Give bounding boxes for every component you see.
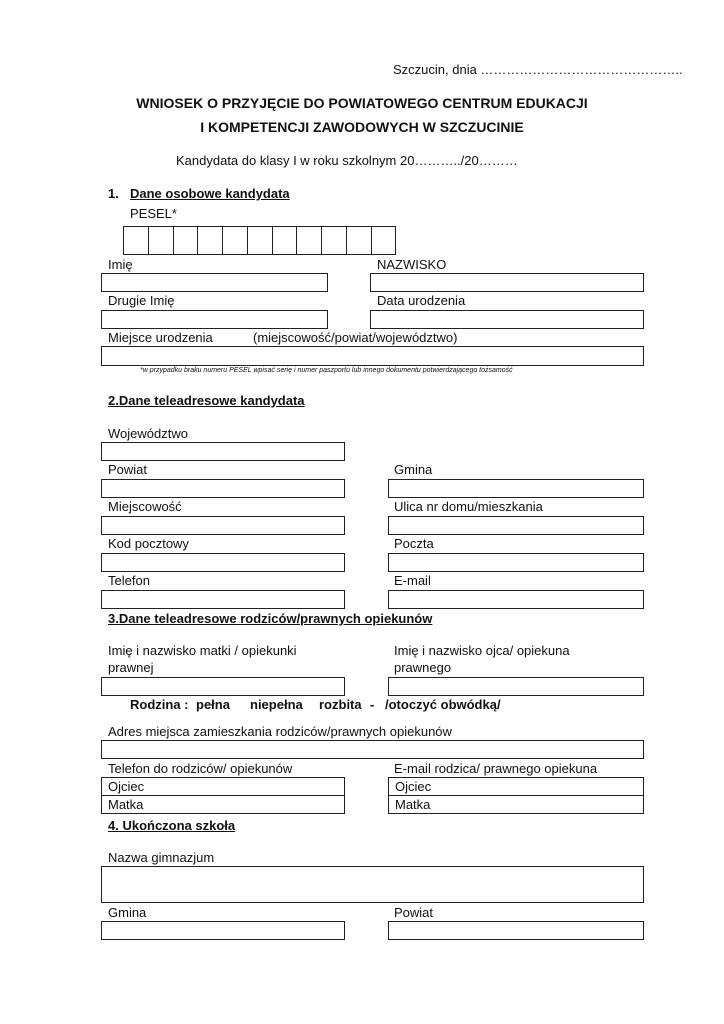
postal-code-label: Kod pocztowy [108, 536, 189, 551]
pesel-cell[interactable] [347, 227, 372, 255]
mother-email-field[interactable] [388, 795, 644, 814]
pesel-cell[interactable] [322, 227, 347, 255]
street-field[interactable] [388, 516, 644, 535]
family-option-broken[interactable]: rozbita [319, 697, 362, 712]
first-name-label: Imię [108, 257, 133, 272]
mother-email-label: Matka [395, 797, 431, 812]
birth-place-label: Miejsce urodzenia [108, 330, 213, 345]
surname-field[interactable] [370, 273, 644, 292]
pesel-cell[interactable] [173, 227, 198, 255]
phone-label: Telefon [108, 573, 150, 588]
birth-place-field[interactable] [101, 346, 644, 366]
father-name-label-line2: prawnego [394, 660, 452, 675]
voivodeship-label: Województwo [108, 426, 188, 441]
pesel-cell[interactable] [223, 227, 248, 255]
parent-email-label: E-mail rodzica/ prawnego opiekuna [394, 761, 598, 776]
pesel-cell[interactable] [272, 227, 297, 255]
school-county-field[interactable] [388, 921, 644, 940]
parents-address-field[interactable] [101, 740, 644, 759]
school-name-label: Nazwa gimnazjum [108, 850, 215, 865]
section4-title: 4. Ukończona szkoła [108, 818, 236, 833]
father-phone-field[interactable] [101, 777, 345, 796]
pesel-cell[interactable] [297, 227, 322, 255]
family-instruction: /otoczyć obwódką/ [385, 697, 501, 712]
first-name-field[interactable] [101, 273, 328, 292]
parents-phone-label: Telefon do rodziców/ opiekunów [108, 761, 293, 776]
mother-name-label-line1: Imię i nazwisko matki / opiekunki [108, 643, 297, 658]
mother-name-field[interactable] [101, 677, 345, 696]
post-office-label: Poczta [394, 536, 434, 551]
parents-address-label: Adres miejsca zamieszkania rodziców/prawnych opiekunów [108, 724, 452, 739]
section1-title: Dane osobowe kandydata [130, 186, 290, 201]
school-county-label: Powiat [394, 905, 434, 920]
commune-label: Gmina [394, 462, 433, 477]
section2-title: 2.Dane teleadresowe kandydata [108, 393, 305, 408]
county-field[interactable] [101, 479, 345, 498]
email-field[interactable] [388, 590, 644, 609]
father-phone-label: Ojciec [108, 779, 145, 794]
postal-code-field[interactable] [101, 553, 345, 572]
school-commune-field[interactable] [101, 921, 345, 940]
family-label: Rodzina : [130, 697, 189, 712]
surname-label: NAZWISKO [377, 257, 447, 272]
birth-date-field[interactable] [370, 310, 644, 329]
phone-field[interactable] [101, 590, 345, 609]
school-commune-label: Gmina [108, 905, 147, 920]
second-name-label: Drugie Imię [108, 293, 175, 308]
father-name-label-line1: Imię i nazwisko ojca/ opiekuna [394, 643, 570, 658]
form-title-line1: WNIOSEK O PRZYJĘCIE DO POWIATOWEGO CENTRUM EDUKACJI [136, 95, 588, 111]
mother-name-label-line2: prawnej [108, 660, 154, 675]
school-name-field[interactable] [101, 866, 644, 903]
pesel-cell[interactable] [124, 227, 149, 255]
mother-phone-label: Matka [108, 797, 144, 812]
family-option-full[interactable]: pełna [196, 697, 230, 712]
birth-place-hint: (miejscowość/powiat/województwo) [253, 330, 458, 345]
father-email-label: Ojciec [395, 779, 432, 794]
pesel-grid[interactable] [123, 226, 396, 255]
post-office-field[interactable] [388, 553, 644, 572]
section1-number: 1. [108, 186, 119, 201]
pesel-cell[interactable] [371, 227, 396, 255]
father-email-field[interactable] [388, 777, 644, 796]
locality-label: Miejscowość [108, 499, 182, 514]
mother-phone-field[interactable] [101, 795, 345, 814]
commune-field[interactable] [388, 479, 644, 498]
street-label: Ulica nr domu/mieszkania [394, 499, 543, 514]
family-dash: - [370, 697, 375, 712]
family-option-incomplete[interactable]: niepełna [250, 697, 303, 712]
voivodeship-field[interactable] [101, 442, 345, 461]
county-label: Powiat [108, 462, 148, 477]
pesel-cell[interactable] [149, 227, 174, 255]
candidate-school-year-line: Kandydata do klasy I w roku szkolnym 20………../20……… [176, 153, 518, 168]
section3-title: 3.Dane teleadresowe rodziców/prawnych opiekunów [108, 611, 433, 626]
pesel-cell[interactable] [198, 227, 223, 255]
birth-date-label: Data urodzenia [377, 293, 466, 308]
place-date-line: Szczucin, dnia ……………………………………….. [393, 62, 683, 77]
second-name-field[interactable] [101, 310, 328, 329]
pesel-label: PESEL* [130, 206, 177, 221]
form-title-line2: I KOMPETENCJI ZAWODOWYCH W SZCZUCINIE [200, 119, 524, 135]
father-name-field[interactable] [388, 677, 644, 696]
pesel-footnote: *w przypadku braku numeru PESEL wpisać serię i numer paszportu lub innego dokumentu potwierdzającego tożsamość [140, 367, 513, 374]
email-label: E-mail [394, 573, 431, 588]
pesel-cell[interactable] [248, 227, 273, 255]
locality-field[interactable] [101, 516, 345, 535]
